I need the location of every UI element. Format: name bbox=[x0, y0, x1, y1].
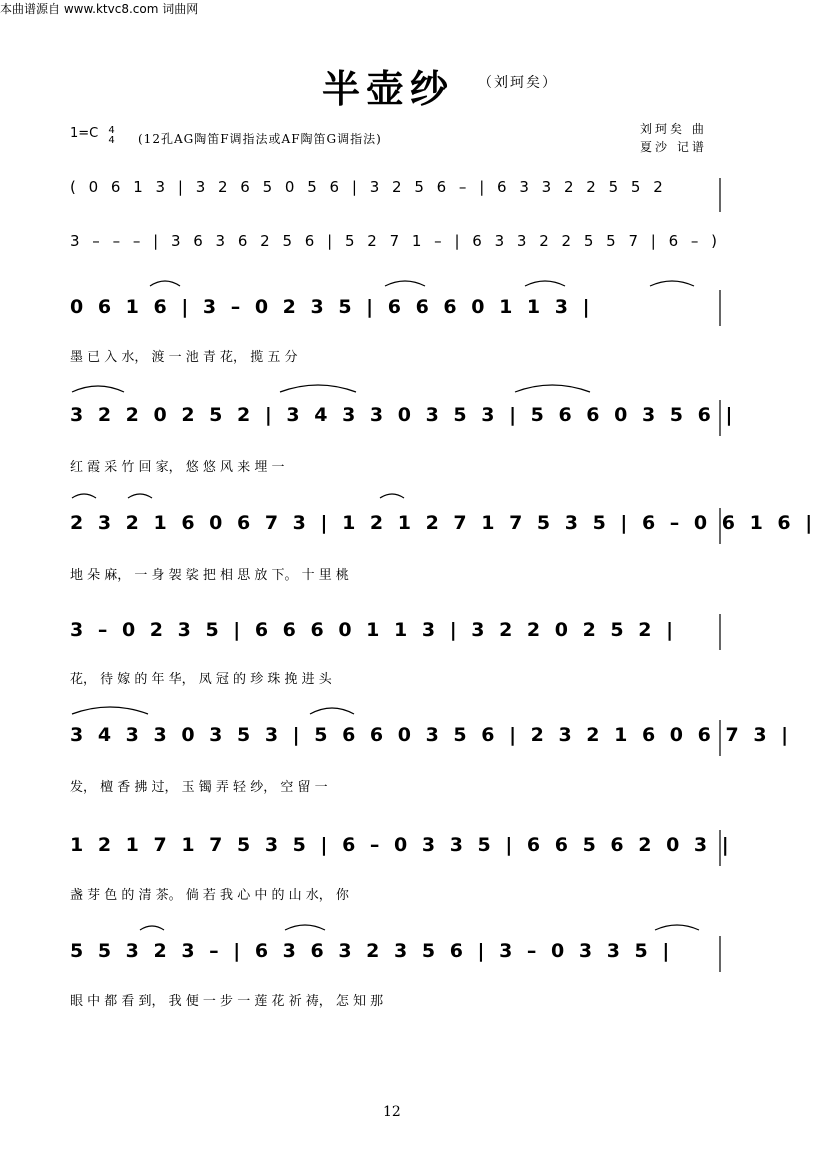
slur-mark bbox=[515, 385, 590, 392]
fingering-note: (12孔AG陶笛F调指法或AF陶笛G调指法) bbox=[138, 132, 382, 146]
slur-mark bbox=[150, 281, 180, 286]
composer-credit: 刘珂矣 曲 bbox=[640, 122, 707, 136]
slur-mark bbox=[650, 281, 694, 286]
slur-mark bbox=[72, 386, 124, 392]
score-line-2: 3 2 2 0 2 5 2 | 3 4 3 3 0 3 5 3 | 5 6 6 0 3 5 6 | bbox=[70, 404, 737, 426]
score-line-1: 0 6 1 6 | 3 – 0 2 3 5 | 6 6 6 0 1 1 3 | bbox=[70, 296, 594, 318]
lyric-line-5: 发， 檀 香 拂 过， 玉 镯 弄 轻 纱， 空 留 一 bbox=[70, 780, 328, 795]
score-line-7: 5 5 3 2 3 – | 6 3 6 3 2 3 5 6 | 3 – 0 3 3 5 | bbox=[70, 940, 674, 962]
key-label: 1=C bbox=[70, 126, 99, 141]
slur-mark bbox=[128, 494, 152, 498]
song-title: 半壶纱 bbox=[322, 66, 455, 111]
slur-mark bbox=[655, 925, 699, 930]
slur-mark bbox=[280, 385, 356, 392]
lyric-line-6: 盏 芽 色 的 清 茶。 倘 若 我 心 中 的 山 水， 你 bbox=[70, 888, 349, 903]
time-beats: 4 bbox=[108, 125, 115, 136]
score-line-5: 3 4 3 3 0 3 5 3 | 5 6 6 0 3 5 6 | 2 3 2 1 6 0 6 7 3 | bbox=[70, 724, 793, 746]
slur-mark bbox=[385, 281, 425, 286]
source-header: 本曲谱源自 www.ktvc8.com 词曲网 bbox=[0, 2, 199, 16]
slur-mark bbox=[285, 925, 325, 930]
score-line-3: 2 3 2 1 6 0 6 7 3 | 1 2 1 2 7 1 7 5 3 5 | 6 – 0 6 1 6 | bbox=[70, 512, 817, 534]
lyric-line-3: 地 朵 麻， 一 身 袈 裟 把 相 思 放 下。 十 里 桃 bbox=[70, 568, 349, 583]
slur-mark bbox=[140, 926, 164, 930]
page-number: 12 bbox=[383, 1104, 401, 1120]
slur-mark bbox=[72, 707, 148, 714]
intro-line-1: ( 0 6 1 3 | 3 2 6 5 0 5 6 | 3 2 5 6 – | 6 3 3 2 2 5 5 2 bbox=[70, 178, 667, 196]
slur-mark bbox=[525, 281, 565, 286]
lyric-line-4: 花， 待 嫁 的 年 华， 凤 冠 的 珍 珠 挽 进 头 bbox=[70, 672, 332, 687]
song-subtitle: （刘珂矣） bbox=[478, 75, 558, 91]
slur-mark bbox=[380, 494, 404, 498]
transcriber-credit: 夏沙 记谱 bbox=[640, 140, 707, 154]
score-line-6: 1 2 1 7 1 7 5 3 5 | 6 – 0 3 3 5 | 6 6 5 6 2 0 3 | bbox=[70, 834, 733, 856]
slur-mark bbox=[310, 708, 354, 714]
intro-line-2: 3 – – – | 3 6 3 6 2 5 6 | 5 2 7 1 – | 6 3 3 2 2 5 5 7 | 6 – ) bbox=[70, 232, 722, 250]
lyric-line-1: 墨 已 入 水， 渡 一 池 青 花， 揽 五 分 bbox=[70, 350, 298, 365]
time-unit: 4 bbox=[108, 135, 115, 146]
slur-mark bbox=[72, 494, 96, 498]
score-line-4: 3 – 0 2 3 5 | 6 6 6 0 1 1 3 | 3 2 2 0 2 5 2 | bbox=[70, 619, 678, 641]
lyric-line-2: 红 霞 采 竹 回 家， 悠 悠 风 来 埋 一 bbox=[70, 460, 285, 475]
lyric-line-7: 眼 中 都 看 到， 我 便 一 步 一 莲 花 祈 祷， 怎 知 那 bbox=[70, 994, 384, 1009]
